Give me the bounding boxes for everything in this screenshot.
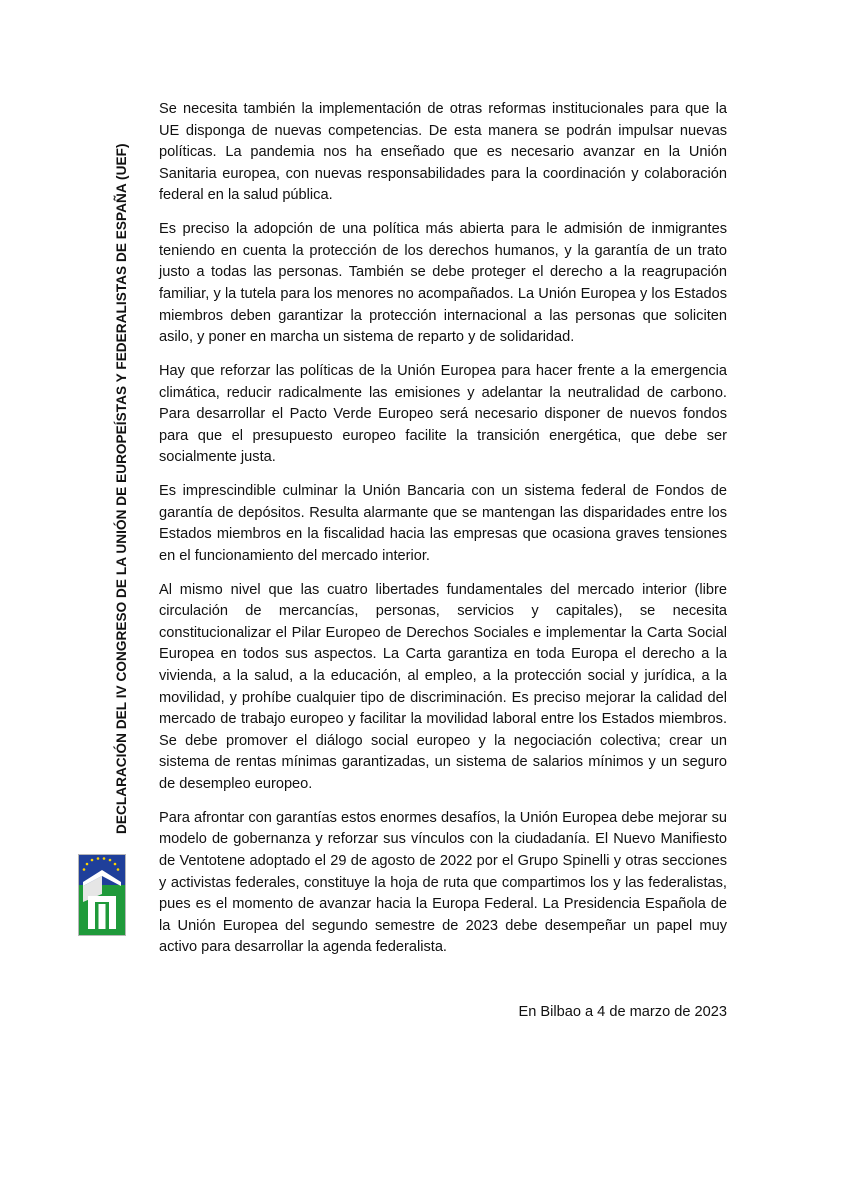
uef-logo-icon — [78, 854, 126, 936]
paragraph: Es preciso la adopción de una política más abierta para le admisión de inmigrantes teniendo en cuenta la protección de los derechos humanos, y la garantía de un trato justo a todas las personas. También se debe proteger el derecho a la reagrupación familiar, y la tutela para los menores no acompañados. La Unión Europea y los Estados miembros deben garantizar la protección internacional a las personas que soliciten asilo, y poner en marcha un sistema de reparto y de solidaridad. — [159, 221, 727, 346]
paragraph: Hay que reforzar las políticas de la Unión Europea para hacer frente a la emergencia climática, reducir radicalmente las emisiones y adelantar la neutralidad de carbono. Para desarrollar el Pacto Verde Europeo será necesario disponer de nuevos fondos para que el presupuesto europeo facilite la transición energética, que debe ser socialmente justa. — [159, 362, 727, 466]
paragraph: Para afrontar con garantías estos enormes desafíos, la Unión Europea debe mejorar su modelo de gobernanza y reforzar sus vínculos con la ciudadanía. El Nuevo Manifiesto de Ventotene adoptado el 29 de agosto de 2022 por el Grupo Spinelli y otras secciones y activistas federales, constituye la hoja de ruta que compartimos los y las federalistas, pues es el momento de avanzar hacia la Europa Federal. La Presidencia Española de la Unión Europea del segundo semestre de 2023 debe desempeñar un papel muy activo para desarrollar la agenda federalista. — [159, 809, 727, 956]
paragraph: Al mismo nivel que las cuatro libertades fundamentales del mercado interior (libre circulación de mercancías, personas, servicios y capitales), se necesita constitucionalizar el Pilar Europeo de Derechos Sociales e implementar la Carta Social Europea en todos sus aspectos. La Carta garantiza en toda Europa el derecho a la vivienda, a la salud, a la educación, al empleo, a la protección social y jurídica, a la movilidad, y prohíbe cualquier tipo de discriminación. Es preciso mejorar la calidad del mercado de trabajo europeo y facilitar la movilidad laboral entre los Estados miembros. Se debe promover el diálogo social europeo y la negociación colectiva; crear un sistema de rentas mínimas garantizadas, un sistema de salarios mínimos y un seguro de desempleo europeo. — [159, 581, 727, 792]
paragraph: Es imprescindible culminar la Unión Bancaria con un sistema federal de Fondos de garantía de depósitos. Resulta alarmante que se mantengan las disparidades entre los Estados miembros en la fiscalidad hacia las empresas que ocasiona graves tensiones en el funcionamiento del mercado interior. — [159, 483, 727, 564]
declaration-body — [159, 99, 727, 971]
sidebar-title: DECLARACIÓN DEL IV CONGRESO DE LA UNIÓN DE EUROPEÍSTAS Y FEDERALISTAS DE ESPAÑA (UEF) — [114, 143, 129, 834]
logo-letter-m — [88, 896, 116, 929]
paragraph: Se necesita también la implementación de otras reformas institucionales para que la UE disponga de nuevas competencias. De esta manera se podrán impulsar nuevas políticas. La pandemia nos ha enseñado que es necesario avanzar en la Unión Sanitaria europea, con nuevas responsabilidades para la coordinación y colaboración federal en la salud pública. — [159, 101, 727, 204]
signoff-place-date: En Bilbao a 4 de marzo de 2023 — [518, 1004, 727, 1020]
